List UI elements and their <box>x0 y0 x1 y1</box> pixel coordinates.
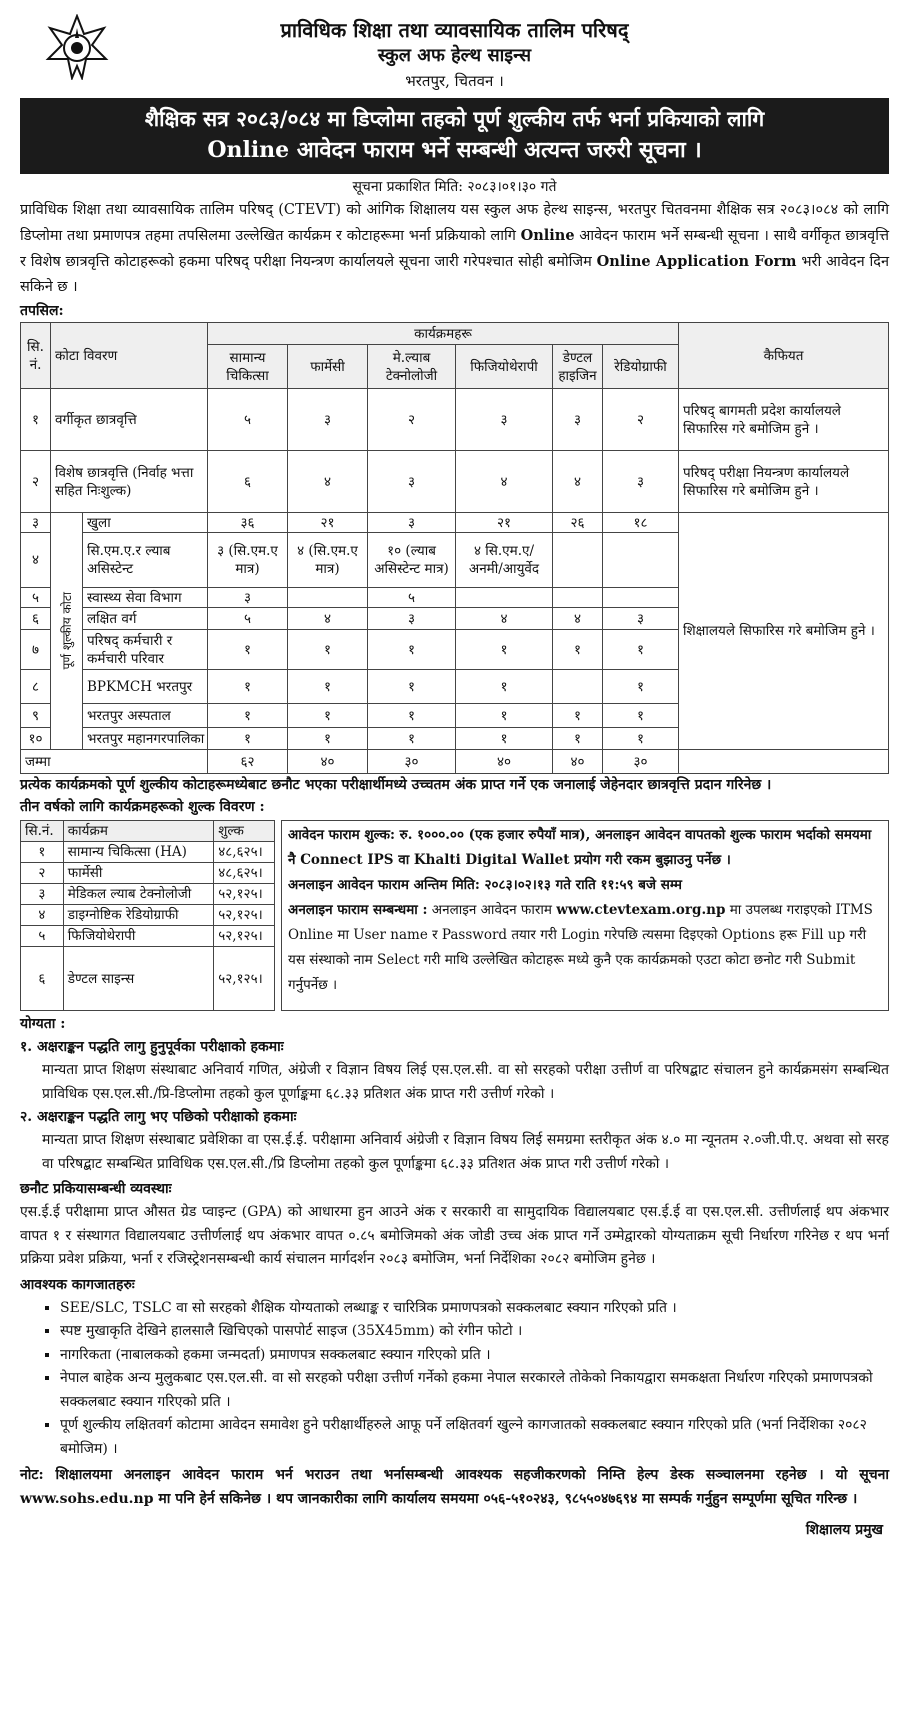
row-value <box>288 588 368 608</box>
row-value: ३ <box>368 608 456 630</box>
fee-row <box>21 905 275 926</box>
row-value: ५ <box>368 588 456 608</box>
group-remark: शिक्षालयले सिफारिस गरे बमोजिम हुने । <box>679 513 889 750</box>
fee-program: फिजियोथेरापी <box>63 926 213 947</box>
row-sn: २ <box>21 451 51 513</box>
intro-bold-form: Online Application Form <box>596 253 797 270</box>
eligibility-item-2-text: मान्यता प्राप्त शिक्षण संस्थाबाट प्रवेशिका वा एस.ई.ई. परीक्षामा अनिवार्य अंग्रेजी र विज्ञान विषय लिई समग्रमा स्तरीकृत अंक ४.० मा न्यूनतम २.०जी.पी.ए. अथवा सो सरह वा परिषद्बाट सम्बन्धित प्राविधिक एस.एल.सी./प्रि डिप्लोमा तहको कुल पूर्णाङ्कमा ६८.३३ प्रतिशत अंक प्राप्त गरी उत्तीर्ण गरेको । <box>42 1132 889 1172</box>
row-value: ५ <box>208 389 288 451</box>
row-value: ४ <box>288 608 368 630</box>
row-value: १ <box>368 630 456 670</box>
row-remark: परिषद् बागमती प्रदेश कार्यालयले सिफारिस गरे बमोजिम हुने । <box>679 389 889 451</box>
row-value: २१ <box>288 513 368 533</box>
fee-amount: ४८,६२५। <box>214 863 275 884</box>
fee-info-online-label: अनलाइन फाराम सम्बन्धमा : <box>288 902 428 918</box>
row-value <box>553 670 603 704</box>
row-value: १ <box>368 728 456 750</box>
row-value: ३ <box>603 451 679 513</box>
fee-info-online-text-a: अनलाइन आवेदन फाराम <box>427 902 557 918</box>
row-sn: ६ <box>21 608 51 630</box>
intro-text-3: भरी आवेदन दिन सकिने छ । <box>20 254 889 295</box>
row-value: ४ <box>456 608 553 630</box>
fee-info-payment: आवेदन फाराम शुल्क: रु. १०००.०० (एक हजार रुपैयाँ मात्र), अनलाइन आवेदन वापतको शुल्क फाराम भर्दाको समयमा नै Connect IPS वा Khalti Digital Wallet प्रयोग गरी रकम बुझाउनु पर्नेछ । <box>288 827 872 868</box>
row-value <box>553 533 603 588</box>
fee-amount: ५२,१२५। <box>214 884 275 905</box>
row-value: १ <box>208 670 288 704</box>
program-header: सामान्य चिकित्सा <box>208 345 288 389</box>
row-sn: ८ <box>21 670 51 704</box>
intro-text-1: प्राविधिक शिक्षा तथा व्यावसायिक तालिम परिषद् (CTEVT) को आंगिक शिक्षालय यस स्कुल अफ हेल्थ साइन्स, भरतपुर चितवनमा शैक्षिक सत्र २०८३।०८४ को लागि डिप्लोमा तथा प्रमाणपत्र तहमा तपसिलमा उल्लेखित कार्यक्रम र कोटाहरूमा भर्ना प्रक्रियाको लागि <box>20 202 889 244</box>
fee-amount: ४८,६२५। <box>214 842 275 863</box>
row-value: १ <box>553 728 603 750</box>
row-value: १ <box>603 704 679 728</box>
fee-sn: ४ <box>21 905 64 926</box>
program-header: फार्मेसी <box>288 345 368 389</box>
row-value: १ <box>288 704 368 728</box>
total-label: जम्मा <box>21 750 208 774</box>
fee-header-program: कार्यक्रम <box>63 821 213 842</box>
row-sn: १ <box>21 389 51 451</box>
selection-text: एस.ई.ई परीक्षामा प्राप्त औसत ग्रेड प्वाइन्ट (GPA) को आधारमा हुन आउने अंक र सरकारी वा सामुदायिक विद्यालयबाट एस.ई.ई वा एस.एल.सी. उत्तीर्णलाई थप अंकभार वापत १ र संस्थागत विद्यालयबाट उत्तीर्णलाई थप अंकभार वापत ०.८५ बमोजिमको अंक जोडी उच्च अंक प्राप्त गर्ने उम्मेद्वारको योग्यताक्रम सूची निर्धारण गरिनेछ र थप भर्ना प्रक्रिया प्रवेश प्रक्रिया, भर्ना र रजिस्ट्रेशनसम्बन्धी कार्य संचालन मार्गदर्शन २०८३ बमोजिम, भर्ना निर्देशिका २०८२ बमोजिम हुनेछ । <box>20 1204 889 1267</box>
quota-table <box>20 322 889 774</box>
total-remark-empty <box>679 750 889 774</box>
row-value: ६ <box>208 451 288 513</box>
school-name: स्कुल अफ हेल्थ साइन्स <box>377 45 532 66</box>
total-value: ४० <box>553 750 603 774</box>
header-remarks: कैफियत <box>679 323 889 389</box>
ctevt-exam-link[interactable]: www.ctevtexam.org.np <box>556 902 726 918</box>
fee-sn: १ <box>21 842 64 863</box>
row-value: १ <box>553 630 603 670</box>
total-value: ३० <box>603 750 679 774</box>
fee-header-fee: शुल्क <box>214 821 275 842</box>
selection-title: छनौट प्रकियासम्बन्धी व्यवस्थाः <box>20 1181 172 1197</box>
row-value: १ <box>368 670 456 704</box>
fee-program: डेण्टल साइन्स <box>63 947 213 1011</box>
program-header: मे.ल्याब टेक्नोलोजी <box>368 345 456 389</box>
eligibility-item-1-text: मान्यता प्राप्त शिक्षण संस्थाबाट अनिवार्य गणित, अंग्रेजी र विज्ञान विषय लिई एस.एल.सी. वा सो सरहको परीक्षा उत्तीर्ण वा परिषद्बाट संचालन हुने कार्यक्रमसंग सम्बन्धित प्राविधिक एस.एल.सी./प्रि-डिप्लोमा तहको कुल पूर्णाङ्कमा ६८.३३ प्रतिशत अंक प्राप्त गरी उत्तीर्ण गरेको । <box>42 1062 889 1102</box>
row-value: ४ <box>553 608 603 630</box>
row-value: ४ सि.एम.ए/ अनमी/आयुर्वेद <box>456 533 553 588</box>
row-value <box>603 533 679 588</box>
full-fee-group-cell <box>51 513 83 750</box>
header-programs: कार्यक्रमहरू <box>208 323 679 345</box>
row-value: ४ (सि.एम.ए मात्र) <box>288 533 368 588</box>
table-row <box>21 451 889 513</box>
header-sn: सि. नं. <box>21 323 51 389</box>
table-row <box>21 389 889 451</box>
total-value: ४० <box>288 750 368 774</box>
footnote: नोट: शिक्षालयमा अनलाइन आवेदन फाराम भर्न भराउन तथा भर्नासम्बन्धी आवश्यक सहजीकरणको निम्ति हेल्प डेस्क सञ्चालनमा रहनेछ । यो सूचना www.sohs.edu.np मा पनि हेर्न सकिनेछ । थप जानकारीका लागि कार्यालय समयमा ०५६-५१०२४३, ९८५५०४७६९४ मा सम्पर्क गर्नुहुन सम्पूर्णमा सूचित गरिन्छ । <box>20 1467 889 1507</box>
row-sn: ४ <box>21 533 51 588</box>
program-header: रेडियोग्राफी <box>603 345 679 389</box>
fee-title: तीन वर्षको लागि कार्यक्रमहरूको शुल्क विवरण : <box>20 799 265 815</box>
row-quota-name: BPKMCH भरतपुर <box>83 670 208 704</box>
row-value: ४ <box>553 451 603 513</box>
row-value: ३ <box>456 389 553 451</box>
row-sn: १० <box>21 728 51 750</box>
fee-table <box>20 820 275 1011</box>
row-value: १ <box>603 670 679 704</box>
row-value: ३ <box>368 513 456 533</box>
row-quota-name: लक्षित वर्ग <box>83 608 208 630</box>
documents-list <box>20 1297 889 1462</box>
row-quota-name: स्वास्थ्य सेवा विभाग <box>83 588 208 608</box>
intro-text-2: आवेदन फाराम भर्ने सम्बन्धी सूचना । साथै वर्गीकृत छात्रवृत्ति र विशेष छात्रवृत्ति कोटाहरूको हकमा परिषद् परीक्षा नियन्त्रण कार्यालयले सूचना जारी गरेपश्चात सोही बमोजिम <box>20 228 889 270</box>
row-value: ४ <box>288 451 368 513</box>
eligibility-item-1-title: १. अक्षराङ्कन पद्धति लागु हुनुपूर्वका परीक्षाको हकमाः <box>20 1039 284 1055</box>
program-header: फिजियोथेरापी <box>456 345 553 389</box>
row-value: १ <box>603 630 679 670</box>
fee-row <box>21 842 275 863</box>
row-value: १ <box>288 630 368 670</box>
fee-info-online <box>288 898 882 998</box>
fee-program: सामान्य चिकित्सा (HA) <box>63 842 213 863</box>
row-value: १ <box>456 728 553 750</box>
row-value: ४ <box>456 451 553 513</box>
row-value: १ <box>288 670 368 704</box>
row-value: ५ <box>208 608 288 630</box>
fee-amount: ५२,१२५। <box>214 947 275 1011</box>
row-value <box>603 588 679 608</box>
row-value: ३ <box>208 588 288 608</box>
row-sn: ५ <box>21 588 51 608</box>
row-value: १ <box>368 704 456 728</box>
row-value: ३ <box>288 389 368 451</box>
signature: शिक्षालय प्रमुख <box>805 1522 883 1538</box>
fee-row <box>21 926 275 947</box>
notice-banner <box>20 98 889 174</box>
fee-row <box>21 884 275 905</box>
tapsil-label: तपसिल: <box>20 303 64 319</box>
row-quota-name: भरतपुर अस्पताल <box>83 704 208 728</box>
row-sn: ९ <box>21 704 51 728</box>
fee-section <box>20 820 889 1011</box>
fee-info-box <box>281 820 889 1011</box>
row-sn: ७ <box>21 630 51 670</box>
row-value: १ <box>208 728 288 750</box>
program-header: डेण्टल हाइजिन <box>553 345 603 389</box>
row-value: १ <box>208 630 288 670</box>
emblem-logo <box>44 14 110 80</box>
total-value: ३० <box>368 750 456 774</box>
list-item: ▪ स्पष्ट मुखाकृति देखिने हालसालै खिचिएको पासपोर्ट साइज (35X45mm) को रंगीन फोटो । <box>60 1320 889 1344</box>
row-value: १ <box>456 630 553 670</box>
row-sn: ३ <box>21 513 51 533</box>
fee-sn: ३ <box>21 884 64 905</box>
row-value: १ <box>553 704 603 728</box>
org-name: प्राविधिक शिक्षा तथा व्यावसायिक तालिम परिषद् <box>280 18 629 42</box>
list-item: ▪ SEE/SLC, TSLC वा सो सरहको शैक्षिक योग्यताको लब्धाङ्क र चारित्रिक प्रमाणपत्रको सक्कलबाट स्क्यान गरिएको प्रति । <box>60 1297 889 1321</box>
fee-sn: २ <box>21 863 64 884</box>
fee-row <box>21 947 275 1011</box>
row-quota-name: वर्गीकृत छात्रवृत्ति <box>51 389 208 451</box>
location: भरतपुर, चितवन । <box>405 72 504 90</box>
row-value: ३६ <box>208 513 288 533</box>
total-value: ६२ <box>208 750 288 774</box>
row-value: २ <box>368 389 456 451</box>
banner-line-2: Online आवेदन फाराम भर्ने सम्बन्धी अत्यन्त जरुरी सूचना । <box>207 137 702 163</box>
row-quota-name: परिषद् कर्मचारी र कर्मचारी परिवार <box>83 630 208 670</box>
documents-title: आवश्यक कागजातहरुः <box>20 1276 135 1293</box>
header-quota: कोटा विवरण <box>51 323 208 389</box>
row-value <box>456 588 553 608</box>
intro-bold-online: Online <box>520 227 575 244</box>
row-value: १ <box>288 728 368 750</box>
row-quota-name: खुला <box>83 513 208 533</box>
fee-amount: ५२,१२५। <box>214 926 275 947</box>
fee-program: डाइग्नोष्टिक रेडियोग्राफी <box>63 905 213 926</box>
row-value: १ <box>456 704 553 728</box>
row-value: ३ <box>368 451 456 513</box>
row-value: १८ <box>603 513 679 533</box>
row-value: २ <box>603 389 679 451</box>
row-value: २६ <box>553 513 603 533</box>
fee-amount: ५२,१२५। <box>214 905 275 926</box>
published-date: सूचना प्रकाशित मिति: २०८३।०१।३० गते <box>352 179 557 195</box>
row-value: ३ (सि.एम.ए मात्र) <box>208 533 288 588</box>
banner-line-1: शैक्षिक सत्र २०८३/०८४ मा डिप्लोमा तहको पूर्ण शुल्कीय तर्फ भर्ना प्रकियाको लागि <box>144 106 765 131</box>
header <box>20 0 889 98</box>
total-value: ४० <box>456 750 553 774</box>
scholarship-note: प्रत्येक कार्यक्रमको पूर्ण शुल्कीय कोटाहरूमध्येबाट छनौट भएका परीक्षार्थीमध्ये उच्चतम अंक प्राप्त गर्ने एक जनालाई जेहेनदार छात्रवृत्ति प्रदान गरिनेछ । <box>20 777 772 793</box>
fee-info-deadline: अनलाइन आवेदन फाराम अन्तिम मिति: २०८३।०२।१३ गते राति ११:५९ बजे सम्म <box>288 877 682 893</box>
row-value: १ <box>603 728 679 750</box>
table-row <box>21 513 889 533</box>
row-value: १ <box>208 704 288 728</box>
intro-paragraph <box>20 198 889 300</box>
row-remark: परिषद् परीक्षा नियन्त्रण कार्यालयले सिफारिस गरे बमोजिम हुने । <box>679 451 889 513</box>
eligibility-title: योग्यता : <box>20 1016 66 1032</box>
row-value <box>553 588 603 608</box>
row-quota-name: सि.एम.ए.र ल्याब असिस्टेन्ट <box>83 533 208 588</box>
fee-row <box>21 863 275 884</box>
full-fee-group-label: पूर्ण शुल्कीय कोटा <box>59 592 74 670</box>
fee-program: फार्मेसी <box>63 863 213 884</box>
eligibility-item-2-title: २. अक्षराङ्कन पद्धति लागु भए पछिको परीक्षाको हकमाः <box>20 1109 297 1125</box>
row-quota-name: भरतपुर महानगरपालिका <box>83 728 208 750</box>
list-item: ▪ नागरिकता (नाबालकको हकमा जन्मदर्ता) प्रमाणपत्र सक्कलबाट स्क्यान गरिएको प्रति । <box>60 1344 889 1368</box>
row-value: १ <box>456 670 553 704</box>
fee-program: मेडिकल ल्याब टेक्नोलोजी <box>63 884 213 905</box>
row-value: २१ <box>456 513 553 533</box>
row-quota-name: विशेष छात्रवृत्ति (निर्वाह भत्ता सहित निःशुल्क) <box>51 451 208 513</box>
row-value: १० (ल्याब असिस्टेन्ट मात्र) <box>368 533 456 588</box>
fee-sn: ५ <box>21 926 64 947</box>
fee-info-online-text-b: मा उपलब्ध गराइएको ITMS Online मा User name र Password तयार गरी Login गरेपछि त्यसमा दिइएको Options हरू Fill up गरी यस संस्थाको नाम Select गरी माथि उल्लेखित कोटाहरू मध्ये कुनै एक कार्यक्रमको एउटा कोटा छनोट गरी Submit गर्नुपर्नेछ । <box>288 902 873 993</box>
row-value: ३ <box>553 389 603 451</box>
fee-sn: ६ <box>21 947 64 1011</box>
total-row <box>21 750 889 774</box>
row-value: ३ <box>603 608 679 630</box>
list-item: ▪ पूर्ण शुल्कीय लक्षितवर्ग कोटामा आवेदन समावेश हुने परीक्षार्थीहरुले आफू पर्ने लक्षितवर्ग खुल्ने कागजातको सक्कलबाट स्क्यान गरिएको प्रति (भर्ना निर्देशिका २०८२ बमोजिम) । <box>60 1414 889 1461</box>
list-item: ▪ नेपाल बाहेक अन्य मुलुकबाट एस.एल.सी. वा सो सरहको परीक्षा उत्तीर्ण गर्नेको हकमा नेपाल सरकारले तोकेको निकायद्वारा समकक्षता निर्धारण गरिएको प्रमाणपत्रको सक्कलबाट स्क्यान गरिएको प्रति । <box>60 1367 889 1414</box>
fee-header-sn: सि.नं. <box>21 821 64 842</box>
